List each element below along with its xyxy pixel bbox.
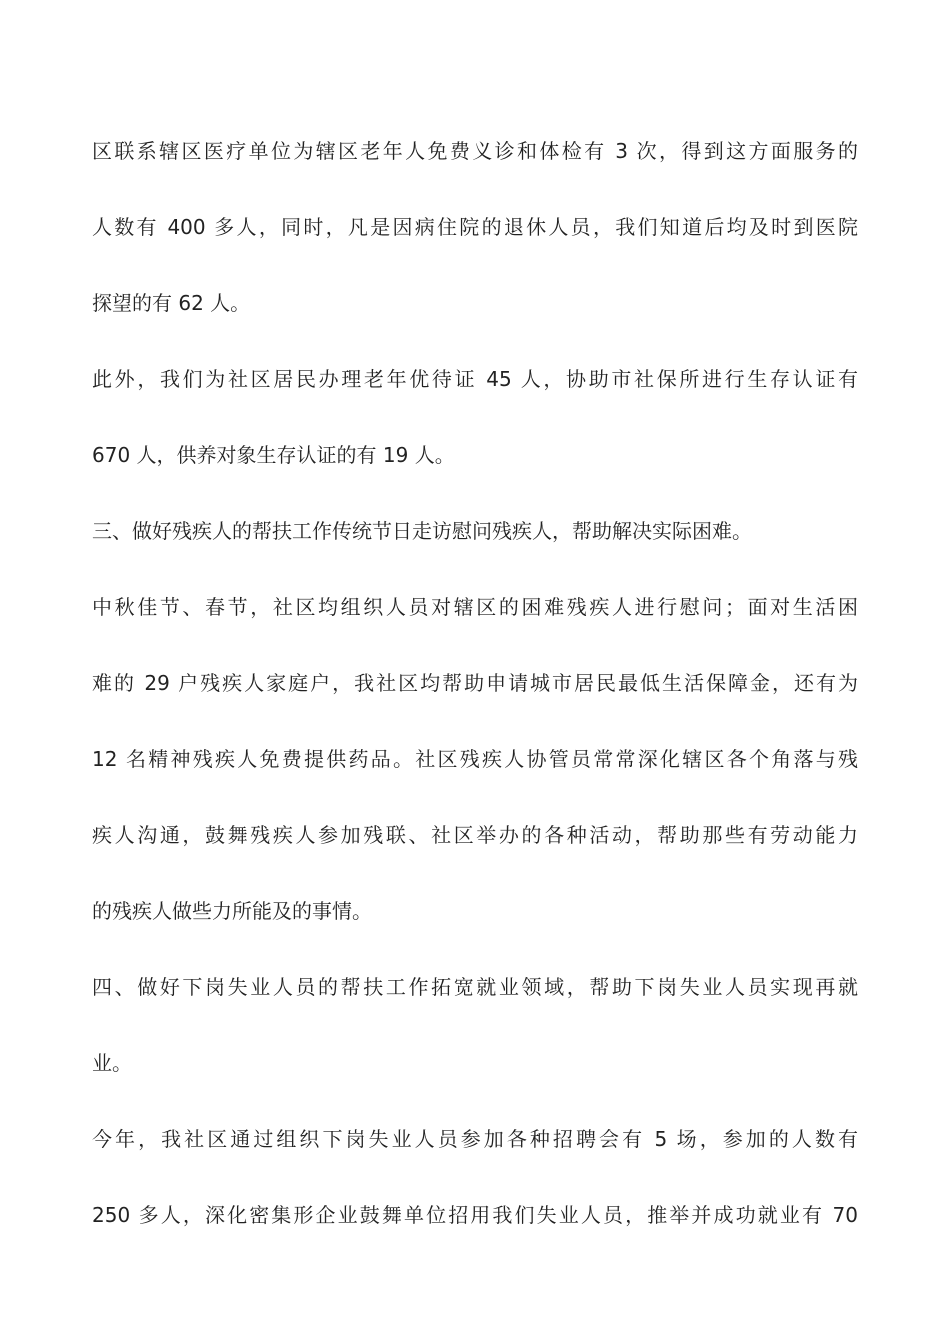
document-body	[92, 128, 858, 1268]
text-line: 此外，我们为社区居民办理老年优待证 45 人，协助市社保所进行生存认证有	[92, 367, 858, 391]
text-line: 今年，我社区通过组织下岗失业人员参加各种招聘会有 5 场，参加的人数有	[92, 1127, 858, 1151]
section-heading: 四、做好下岗失业人员的帮扶工作拓宽就业领域，帮助下岗失业人员实现再就	[92, 975, 858, 999]
section-heading: 业。	[92, 1051, 132, 1075]
text-line: 人数有 400 多人，同时，凡是因病住院的退休人员，我们知道后均及时到医院	[92, 215, 858, 239]
text-line: 难的 29 户残疾人家庭户，我社区均帮助申请城市居民最低生活保障金，还有为	[92, 671, 858, 695]
text-line: 探望的有 62 人。	[92, 291, 251, 315]
text-line: 中秋佳节、春节，社区均组织人员对辖区的困难残疾人进行慰问；面对生活困	[92, 595, 858, 619]
text-line: 区联系辖区医疗单位为辖区老年人免费义诊和体检有 3 次，得到这方面服务的	[92, 139, 858, 163]
text-line: 12 名精神残疾人免费提供药品。社区残疾人协管员常常深化辖区各个角落与残	[92, 747, 858, 771]
text-line: 670 人，供养对象生存认证的有 19 人。	[92, 443, 455, 467]
text-line: 的残疾人做些力所能及的事情。	[92, 899, 372, 923]
text-line: 疾人沟通，鼓舞残疾人参加残联、社区举办的各种活动，帮助那些有劳动能力	[92, 823, 858, 847]
section-heading: 三、做好残疾人的帮扶工作传统节日走访慰问残疾人，帮助解决实际困难。	[92, 519, 752, 543]
text-line: 250 多人，深化密集形企业鼓舞单位招用我们失业人员，推举并成功就业有 70	[92, 1203, 858, 1227]
